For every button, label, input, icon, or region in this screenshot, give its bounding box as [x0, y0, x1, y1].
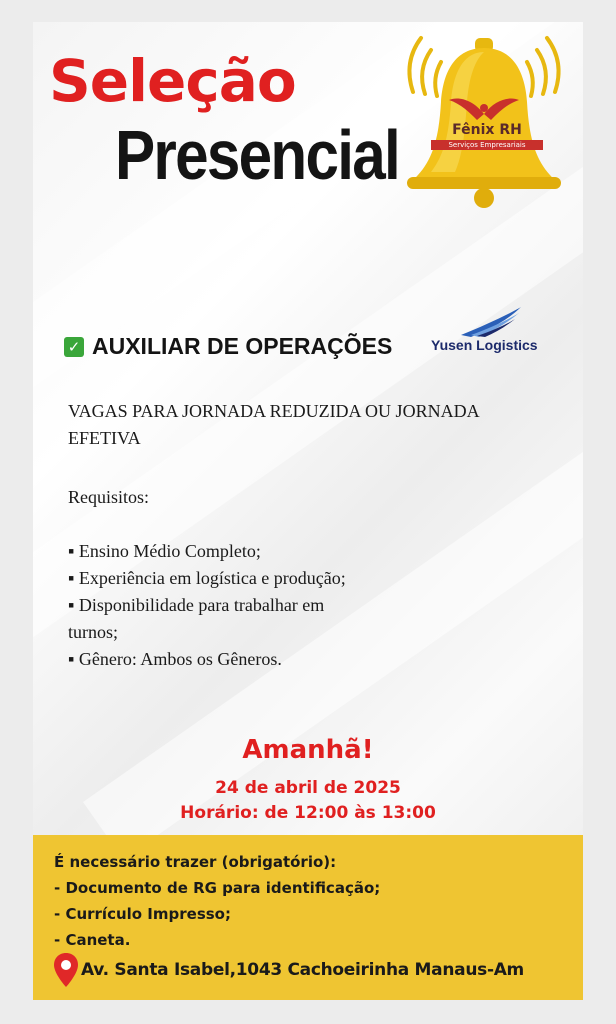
flyer-card	[33, 22, 583, 1000]
event-time: Horário: de 12:00 às 13:00	[180, 803, 436, 823]
brand-name: Fênix RH	[452, 122, 522, 138]
address	[53, 952, 524, 988]
title-line-1: Seleção	[49, 47, 296, 115]
bell-logo	[385, 22, 583, 222]
list-item: ▪ Disponibilidade para trabalhar em	[68, 595, 325, 615]
list-item: - Caneta.	[54, 931, 131, 949]
list-item: - Documento de RG para identificação;	[54, 879, 381, 897]
address-text: Av. Santa Isabel,1043 Cachoeirinha Manaus-Am	[81, 960, 524, 980]
title-line-2: Presencial	[115, 116, 400, 194]
bring-list	[54, 849, 380, 953]
company-logo-text: Yusen Logistics	[431, 337, 538, 353]
bring-heading: É necessário trazer (obrigatório):	[54, 853, 337, 871]
company-logo	[431, 305, 561, 355]
list-item: ▪ Gênero: Ambos os Gêneros.	[68, 649, 282, 669]
vagas-text: VAGAS PARA JORNADA REDUZIDA OU JORNADA EFETIVA	[68, 401, 479, 448]
job-heading	[64, 333, 392, 360]
event-when: Amanhã!	[242, 735, 374, 765]
brand-tagline: Serviços Empresariais	[431, 140, 543, 150]
requisitos-list	[68, 538, 508, 673]
list-item: turnos;	[68, 622, 119, 642]
list-item: ▪ Ensino Médio Completo;	[68, 541, 261, 561]
list-item: ▪ Experiência em logística e produção;	[68, 568, 346, 588]
event-date: 24 de abril de 2025	[215, 778, 401, 798]
list-item: - Currículo Impresso;	[54, 905, 231, 923]
requirements-footer	[33, 835, 583, 1000]
location-pin-icon	[53, 952, 79, 988]
requisitos-label: Requisitos:	[68, 487, 150, 507]
wing-icon	[431, 305, 561, 339]
checkmark-icon: ✓	[64, 337, 84, 357]
job-title: AUXILIAR DE OPERAÇÕES	[92, 333, 393, 359]
